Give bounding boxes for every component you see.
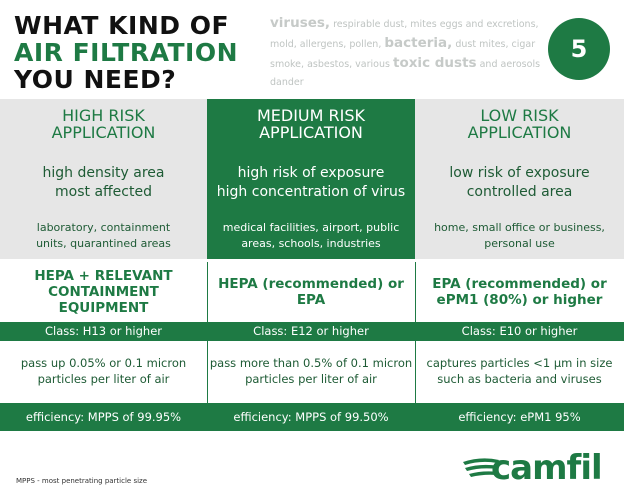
low-risk-particle-spec [415, 355, 624, 387]
sub-line: high concentration of virus [216, 184, 406, 200]
word-toxic-dusts: toxic dusts [393, 55, 477, 71]
heading-line: HIGH RISK [62, 106, 145, 125]
logo-wordmark: camfil [491, 448, 602, 488]
medium-risk-particle-spec [207, 355, 415, 387]
title-line-1: WHAT KIND OF [14, 11, 230, 40]
medium-risk-locations [213, 220, 409, 252]
medium-risk-column [207, 99, 415, 259]
heading-line: MEDIUM RISK [256, 106, 366, 125]
high-risk-heading [0, 107, 207, 141]
spec-line: pass up 0.05% or 0.1 micron [20, 356, 187, 370]
word-dust-mites-eggs: respirable dust, mites eggs and excretions, [333, 19, 539, 30]
low-risk-subheading [415, 164, 624, 202]
word-viruses: viruses, [270, 15, 331, 31]
word-smoke: smoke, asbestos, various [270, 59, 390, 70]
medium-risk-heading [207, 107, 415, 141]
low-risk-heading [415, 107, 624, 141]
low-risk-locations [421, 220, 618, 252]
camfil-logo [461, 448, 611, 488]
location-line: home, small office or business, [434, 221, 605, 234]
title-line-3: YOU NEED? [14, 65, 177, 94]
word-dust-mites: dust mites, cigar [455, 39, 536, 50]
sub-line: most affected [55, 184, 152, 200]
spec-line: pass more than 0.5% of 0.1 micron [209, 356, 413, 370]
low-risk-efficiency: efficiency: ePM1 95% [458, 410, 581, 424]
filter-line: EQUIPMENT [58, 300, 149, 316]
sub-line: controlled area [466, 184, 573, 200]
sub-line: high risk of exposure [237, 165, 385, 181]
filter-line: HEPA (recommended) or EPA [218, 276, 404, 308]
page-title [14, 12, 238, 93]
high-risk-class: Class: H13 or higher [44, 324, 163, 338]
word-dander: dander [270, 77, 304, 88]
word-aerosols: and aerosols [479, 59, 541, 70]
heading-line: LOW RISK [480, 106, 559, 125]
low-risk-filter [415, 262, 624, 322]
title-line-2: AIR FILTRATION [14, 38, 239, 67]
heading-line: APPLICATION [259, 123, 363, 142]
word-bacteria: bacteria, [384, 35, 453, 51]
spec-line: captures particles <1 μm in size [426, 356, 613, 370]
medium-risk-efficiency: efficiency: MPPS of 99.50% [233, 410, 389, 424]
location-line: areas, schools, industries [241, 237, 381, 250]
high-risk-particle-spec [0, 355, 207, 387]
high-risk-column [0, 99, 207, 259]
high-risk-locations [6, 220, 201, 252]
location-line: units, quarantined areas [36, 237, 171, 250]
contaminant-word-cloud [270, 14, 560, 92]
heading-line: APPLICATION [467, 123, 572, 142]
high-risk-subheading [0, 164, 207, 202]
word-mold: mold, allergens, pollen, [270, 39, 382, 50]
sub-line: high density area [42, 165, 165, 181]
medium-risk-class: Class: E12 or higher [253, 324, 369, 338]
location-line: medical facilities, airport, public [222, 221, 400, 234]
spec-line: particles per liter of air [37, 372, 170, 386]
sub-line: low risk of exposure [449, 165, 590, 181]
high-risk-efficiency: efficiency: MPPS of 99.95% [25, 410, 182, 424]
filter-line: HEPA + RELEVANT [34, 268, 173, 284]
filter-line: ePM1 (80%) or higher [436, 292, 603, 308]
filter-line: EPA (recommended) or [432, 276, 607, 292]
medium-risk-subheading [207, 164, 415, 202]
location-line: laboratory, containment [36, 221, 171, 234]
medium-risk-filter [207, 262, 415, 322]
location-line: personal use [484, 237, 555, 250]
heading-line: APPLICATION [51, 123, 156, 142]
filter-line: CONTAINMENT [48, 284, 159, 300]
spec-line: particles per liter of air [245, 372, 377, 386]
footnote: MPPS - most penetrating particle size [16, 477, 148, 485]
spec-line: such as bacteria and viruses [437, 372, 602, 386]
low-risk-column [415, 99, 624, 259]
step-number-badge: 5 [548, 18, 610, 80]
high-risk-filter [0, 262, 207, 322]
low-risk-class: Class: E10 or higher [461, 324, 578, 338]
